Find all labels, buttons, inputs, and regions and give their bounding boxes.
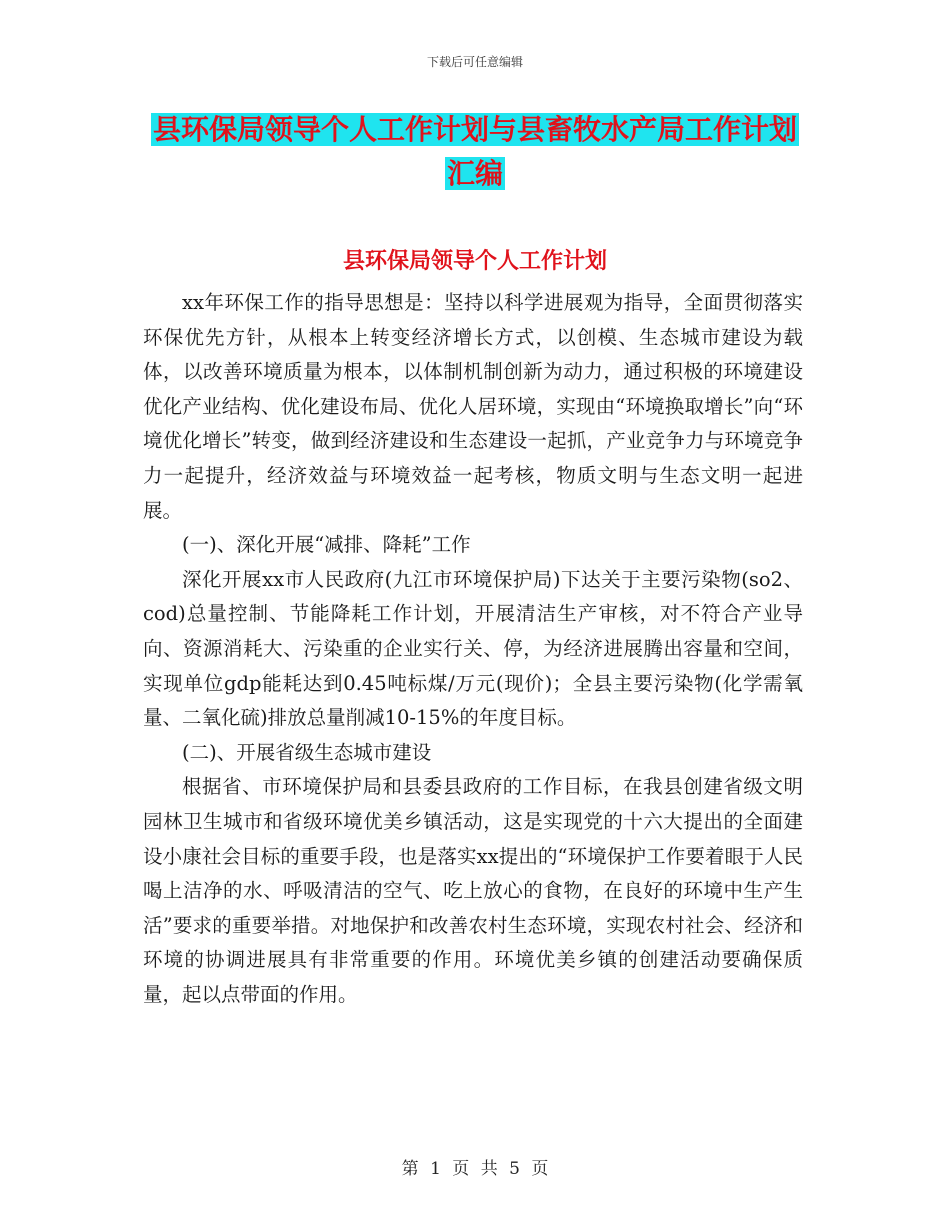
paragraph-emission-reduction: 深化开展xx市人民政府(九江市环境保护局)下达关于主要污染物(so2、cod)总量控制、节能降耗工作计划，开展清洁生产审核，对不符合产业导向、资源消耗大、污染重的企业实行关、停，为经济进展腾出容量和空间，实现单位gdp能耗达到0.45吨标煤/万元(现价)；全县主要污染物(化学需氧量、二氧化硫)排放总量削减10-15%的年度目标。 bbox=[143, 567, 803, 730]
document-body bbox=[143, 286, 803, 1012]
paragraph-guiding-ideology: xx年环保工作的指导思想是：坚持以科学进展观为指导，全面贯彻落实环保优先方针，从根本上转变经济增长方式，以创模、生态城市建设为载体，以改善环境质量为根本，以体制机制创新为动力，通过积极的环境建设优化产业结构、优化建设布局、优化人居环境，实现由“环境换取增长”向“环境优化增长”转变，做到经济建设和生态建设一起抓，产业竞争力与环境竞争力一起提升，经济效益与环境效益一起考核，物质文明与生态文明一起进展。 bbox=[143, 291, 803, 522]
heading-item-2: (二)、开展省级生态城市建设 bbox=[182, 740, 432, 764]
page-number: 第 1 页 共 5 页 bbox=[401, 1159, 549, 1179]
paragraph-eco-city: 根据省、市环境保护局和县委县政府的工作目标，在我县创建省级文明园林卫生城市和省级环境优美乡镇活动，这是实现党的十六大提出的全面建设小康社会目标的重要手段，也是落实xx提出的“环境保护工作要着眼于人民喝上洁净的水、呼吸清洁的空气、吃上放心的食物，在良好的环境中生产生活”要求的重要举措。对地保护和改善农村生态环境，实现农村社会、经济和环境的协调进展具有非常重要的作用。环境优美乡镇的创建活动要确保质量，起以点带面的作用。 bbox=[143, 775, 803, 1006]
heading-item-1: (一)、深化开展“减排、降耗”工作 bbox=[182, 533, 471, 557]
document-title-line-1 bbox=[0, 108, 950, 152]
document-title-line-2 bbox=[0, 152, 950, 196]
title-highlight: 县环保局领导个人工作计划与县畜牧水产局工作计划 bbox=[152, 113, 797, 146]
section-title: 县环保局领导个人工作计划 bbox=[342, 248, 607, 274]
header-note: 下载后可任意编辑 bbox=[426, 55, 523, 69]
title-highlight: 汇编 bbox=[446, 157, 503, 190]
